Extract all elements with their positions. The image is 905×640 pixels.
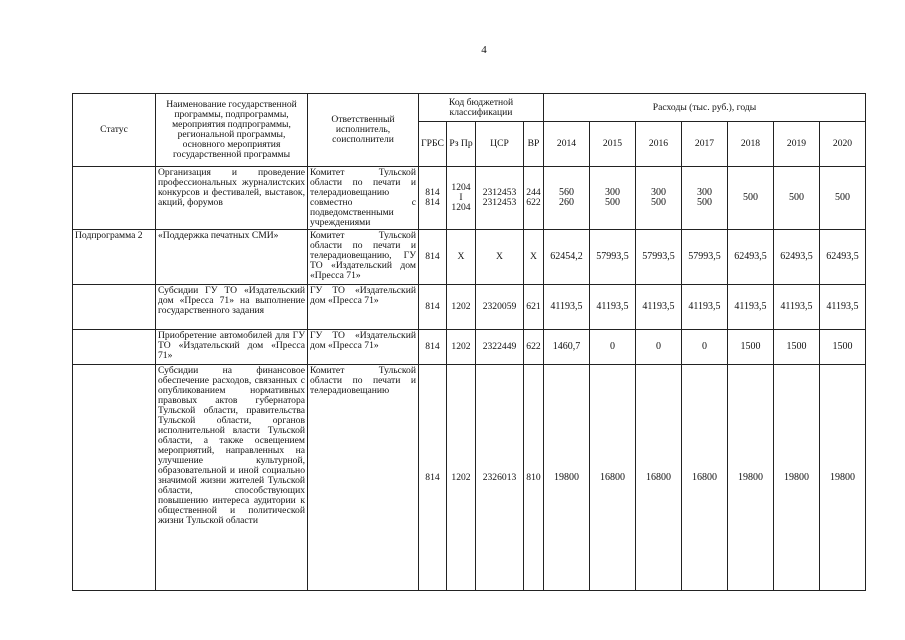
- row-rzpr: 1202: [447, 285, 476, 330]
- row-grbs: 814: [419, 285, 447, 330]
- row-value-2020: 62493,5: [820, 230, 866, 285]
- row-value-2018: 41193,5: [728, 285, 774, 330]
- header-budget-code: Код бюджетной классификации: [419, 94, 544, 122]
- row-value-2014: 560 260: [544, 167, 590, 230]
- row-grbs: 814 814: [419, 167, 447, 230]
- row-value-2017: 57993,5: [682, 230, 728, 285]
- row-csr: 2320059: [476, 285, 524, 330]
- header-responsible: Ответственный исполнитель, соисполнители: [308, 94, 419, 167]
- row-value-2014: 19800: [544, 365, 590, 591]
- row-value-2019: 500: [774, 167, 820, 230]
- table-row: [73, 167, 866, 230]
- row-rzpr: 1202: [447, 330, 476, 365]
- row-value-2018: 500: [728, 167, 774, 230]
- row-value-2017: 16800: [682, 365, 728, 591]
- row-csr: 2312453 2312453: [476, 167, 524, 230]
- row-value-2016: 41193,5: [636, 285, 682, 330]
- header-year-2016: 2016: [636, 122, 682, 167]
- row-status: Подпрограмма 2: [73, 230, 156, 285]
- row-value-2019: 1500: [774, 330, 820, 365]
- row-value-2014: 41193,5: [544, 285, 590, 330]
- row-value-2020: 41193,5: [820, 285, 866, 330]
- row-vr: 244 622: [524, 167, 544, 230]
- table-row: [73, 230, 866, 285]
- row-status: [73, 285, 156, 330]
- row-value-2020: 1500: [820, 330, 866, 365]
- header-expenses: Расходы (тыс. руб.), годы: [544, 94, 866, 122]
- header-year-2020: 2020: [820, 122, 866, 167]
- row-name: Приобретение автомобилей для ГУ ТО «Издательский дом «Пресса 71»: [156, 330, 308, 365]
- table-row: [73, 285, 866, 330]
- budget-table: [72, 93, 866, 591]
- header-csr: ЦСР: [476, 122, 524, 167]
- row-name: Субсидии на финансовое обеспечение расходов, связанных с опубликованием нормативных правовых актов губернатора Тульской области, правительства Тульской области, органов исполнительной власти Тульской области, а также освещением мероприятий, направленных на улучшение культурной, образовательной и иной социально значимой жизни жителей Тульской области, способствующих повышению интереса аудитории к общественной и политической жизни Тульской области: [156, 365, 308, 591]
- row-responsible: Комитет Тульской области по печати и телерадиовещанию: [308, 365, 419, 591]
- row-status: [73, 330, 156, 365]
- row-value-2018: 62493,5: [728, 230, 774, 285]
- row-status: [73, 167, 156, 230]
- header-year-2014: 2014: [544, 122, 590, 167]
- row-vr: 810: [524, 365, 544, 591]
- row-value-2014: 1460,7: [544, 330, 590, 365]
- page-number: 4: [481, 44, 487, 56]
- table-row: [73, 330, 866, 365]
- row-vr: X: [524, 230, 544, 285]
- row-value-2016: 0: [636, 330, 682, 365]
- row-value-2016: 16800: [636, 365, 682, 591]
- header-year-2015: 2015: [590, 122, 636, 167]
- row-value-2017: 300 500: [682, 167, 728, 230]
- row-responsible: ГУ ТО «Издательский дом «Пресса 71»: [308, 285, 419, 330]
- row-vr: 622: [524, 330, 544, 365]
- row-value-2018: 1500: [728, 330, 774, 365]
- row-value-2015: 41193,5: [590, 285, 636, 330]
- row-value-2016: 57993,5: [636, 230, 682, 285]
- row-value-2017: 0: [682, 330, 728, 365]
- row-rzpr: 1204 I 1204: [447, 167, 476, 230]
- header-grbs: ГРБС: [419, 122, 447, 167]
- row-value-2017: 41193,5: [682, 285, 728, 330]
- row-value-2015: 0: [590, 330, 636, 365]
- row-value-2020: 500: [820, 167, 866, 230]
- row-value-2018: 19800: [728, 365, 774, 591]
- header-year-2018: 2018: [728, 122, 774, 167]
- row-name: «Поддержка печатных СМИ»: [156, 230, 308, 285]
- row-value-2019: 41193,5: [774, 285, 820, 330]
- row-value-2016: 300 500: [636, 167, 682, 230]
- row-rzpr: X: [447, 230, 476, 285]
- header-name: Наименование государственной программы, подпрограммы, мероприятия подпрограммы, региональной программы, основного мероприятия государственной программы: [156, 94, 308, 167]
- row-rzpr: 1202: [447, 365, 476, 591]
- row-value-2019: 19800: [774, 365, 820, 591]
- header-rzpr: Рз Пр: [447, 122, 476, 167]
- row-value-2015: 16800: [590, 365, 636, 591]
- row-name: Субсидии ГУ ТО «Издательский дом «Пресса 71» на выполнение государственного задания: [156, 285, 308, 330]
- row-value-2020: 19800: [820, 365, 866, 591]
- row-csr: X: [476, 230, 524, 285]
- header-year-2019: 2019: [774, 122, 820, 167]
- row-value-2015: 300 500: [590, 167, 636, 230]
- row-grbs: 814: [419, 230, 447, 285]
- header-status: Статус: [73, 94, 156, 167]
- row-status: [73, 365, 156, 591]
- row-responsible: Комитет Тульской области по печати и телерадиовещанию, ГУ ТО «Издательский дом «Пресса 71»: [308, 230, 419, 285]
- row-vr: 621: [524, 285, 544, 330]
- row-csr: 2322449: [476, 330, 524, 365]
- row-responsible: ГУ ТО «Издательский дом «Пресса 71»: [308, 330, 419, 365]
- row-grbs: 814: [419, 330, 447, 365]
- row-value-2019: 62493,5: [774, 230, 820, 285]
- row-name: Организация и проведение профессиональных журналистских конкурсов и фестивалей, выставок, акций, форумов: [156, 167, 308, 230]
- row-grbs: 814: [419, 365, 447, 591]
- row-value-2014: 62454,2: [544, 230, 590, 285]
- table-row: [73, 365, 866, 591]
- header-year-2017: 2017: [682, 122, 728, 167]
- row-value-2015: 57993,5: [590, 230, 636, 285]
- row-csr: 2326013: [476, 365, 524, 591]
- row-responsible: Комитет Тульской области по печати и телерадиовещанию совместно с подведомственными учреждениями: [308, 167, 419, 230]
- header-vr: ВР: [524, 122, 544, 167]
